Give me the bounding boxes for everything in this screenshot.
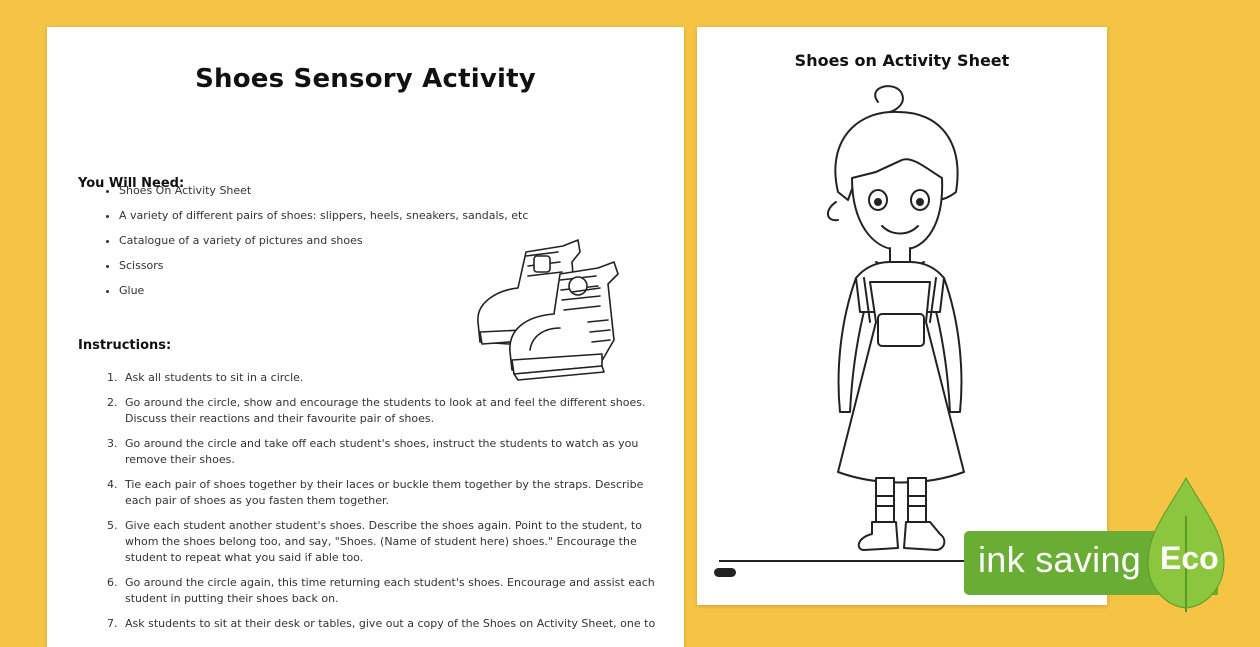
shoes-on-activity-sheet bbox=[697, 27, 1107, 605]
list-item: • Glue bbox=[119, 283, 599, 308]
activity-sheet-title: Shoes on Activity Sheet bbox=[794, 51, 1010, 70]
list-item: • A variety of different pairs of shoes: slippers, heels, sneakers, sandals, etc bbox=[119, 208, 599, 233]
instructions-list bbox=[93, 370, 661, 641]
girl-illustration bbox=[816, 82, 981, 552]
list-item: 4. Tie each pair of shoes together by their laces or buckle them together by the straps. Describe each pair of shoes as you fasten them together. bbox=[121, 477, 661, 509]
list-item: • Catalogue of a variety of pictures and shoes bbox=[119, 233, 599, 258]
list-item: 6. Go around the circle again, this time returning each student's shoes. Encourage and assist each student in putting their shoes back on. bbox=[121, 575, 661, 607]
list-item: • Shoes On Activity Sheet bbox=[119, 183, 599, 208]
sheet-title: Shoes Sensory Activity bbox=[195, 64, 536, 94]
list-item: 1. Ask all students to sit in a circle. bbox=[121, 370, 661, 386]
list-item: 5. Give each student another student's shoes. Describe the shoes again. Point to the student, to whom the shoes belong too, and say, "Shoes. (Name of student here) shoes." Encourage the student to repeat what you said if able too. bbox=[121, 518, 661, 566]
list-item: 2. Go around the circle, show and encourage the students to look at and feel the different shoes. Discuss their reactions and their favourite pair of shoes. bbox=[121, 395, 661, 427]
you-will-need-heading: You Will Need: bbox=[78, 176, 185, 191]
activity-instructions-sheet bbox=[47, 27, 684, 647]
list-item: 7. Ask students to sit at their desk or tables, give out a copy of the Shoes on Activity Sheet, one to bbox=[121, 616, 661, 632]
publisher-logo bbox=[714, 568, 736, 577]
list-item: 3. Go around the circle and take off each student's shoes, instruct the students to watch as you remove their shoes. bbox=[121, 436, 661, 468]
ink-saving-label: ink saving bbox=[978, 539, 1142, 580]
instructions-heading: Instructions: bbox=[78, 338, 172, 353]
list-item: • Scissors bbox=[119, 258, 599, 283]
eco-label: Eco bbox=[1160, 540, 1219, 576]
boots-illustration bbox=[468, 232, 628, 392]
